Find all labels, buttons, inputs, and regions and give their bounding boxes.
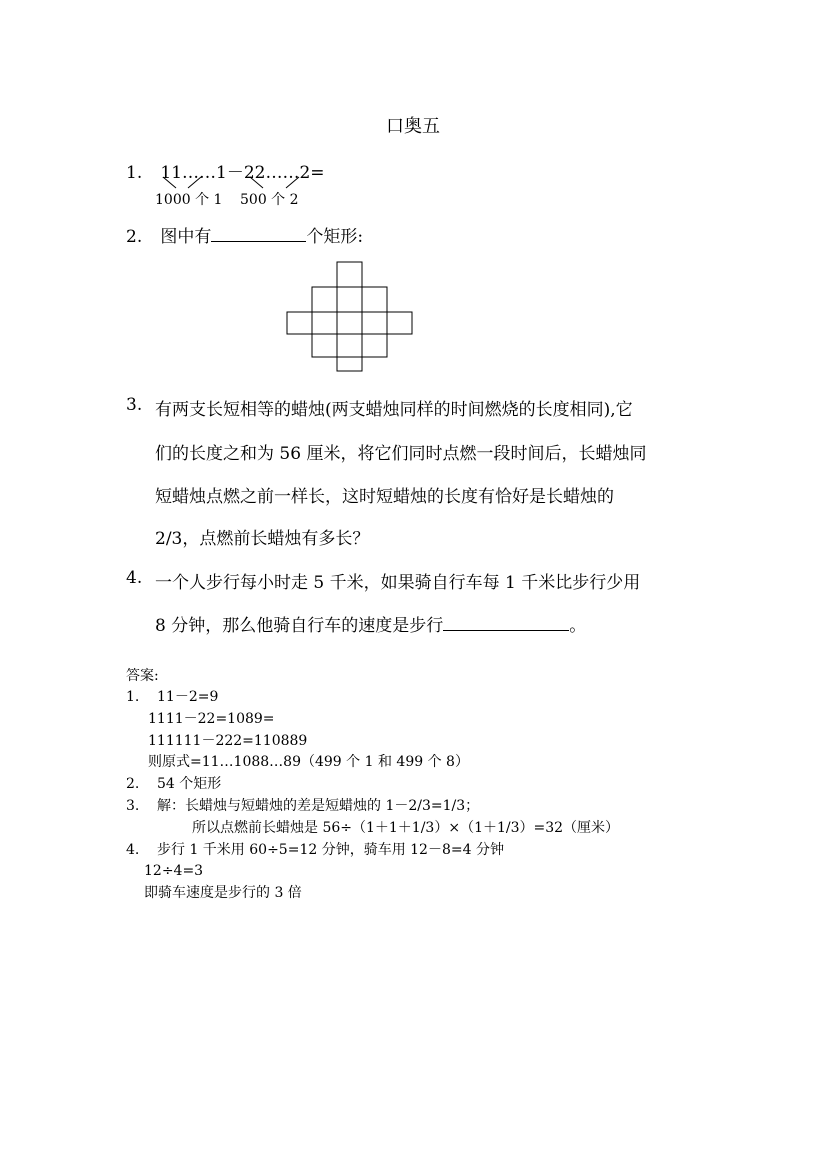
- question-3-line-3: 短蜡烛点燃之前一样长，这时短蜡烛的长度有恰好是长蜡烛的: [155, 487, 614, 507]
- question-2-number: 2.: [126, 227, 143, 247]
- answer-1-number: 1.: [126, 689, 140, 705]
- question-4-line-2-text: 8 分钟，那么他骑自行车的速度是步行: [155, 616, 444, 636]
- question-3-number: 3.: [126, 395, 143, 415]
- answer-4-line-1: 步行 1 千米用 60÷5=12 分钟，骑车用 12－8=4 分钟: [157, 842, 504, 858]
- answer-1-line-2: 1111－22=1089=: [148, 711, 275, 727]
- answer-4-line-3: 即骑车速度是步行的 3 倍: [144, 885, 302, 901]
- question-1-expr-part2: 22……2=: [243, 163, 325, 183]
- question-1-number: 1.: [126, 163, 143, 183]
- answer-1-line-4: 则原式=11…1088…89（499 个 1 和 499 个 8）: [148, 754, 469, 770]
- question-3-line-4: 2/3，点燃前长蜡烛有多长？: [155, 529, 370, 549]
- page-title: 口奥五: [386, 116, 440, 137]
- answer-3-line-2: 所以点燃前长蜡烛是 56÷（1＋1＋1/3）×（1＋1/3）=32（厘米）: [192, 820, 620, 836]
- answer-2-number: 2.: [126, 776, 140, 792]
- question-1-minus: －: [226, 163, 244, 183]
- rectangle-grid-figure: [286, 259, 416, 373]
- question-1-label-500: 500 个 2: [240, 192, 299, 208]
- answer-3-number: 3.: [126, 798, 140, 814]
- answer-4-line-2: 12÷4=3: [144, 863, 204, 879]
- question-4-number: 4.: [126, 568, 143, 588]
- question-2: [126, 222, 363, 247]
- question-4-line-1: 一个人步行每小时走 5 千米，如果骑自行车每 1 千米比步行少用: [155, 573, 641, 593]
- question-3-line-1: 有两支长短相等的蜡烛(两支蜡烛同样的时间燃烧的长度相同),它: [155, 400, 633, 420]
- question-2-text-after: 个矩形:: [306, 227, 364, 247]
- question-4-line-2: [155, 611, 586, 636]
- question-1-expr-part1: 11……1: [160, 163, 227, 183]
- question-2-text-before: 图中有: [160, 227, 212, 247]
- answer-4-number: 4.: [126, 842, 140, 858]
- question-4-line-2-end: 。: [569, 616, 587, 636]
- answer-1-line-1: 11－2=9: [157, 689, 219, 705]
- question-2-answer-blank: [211, 225, 306, 242]
- question-4-answer-blank: [443, 614, 569, 631]
- question-1-label-1000: 1000 个 1: [155, 192, 223, 208]
- answer-1-line-3: 111111－222=110889: [148, 733, 308, 749]
- question-3-line-2: 们的长度之和为 56 厘米，将它们同时点燃一段时间后，长蜡烛同: [155, 444, 647, 464]
- answer-3-line-1: 解：长蜡烛与短蜡烛的差是短蜡烛的 1－2/3=1/3；: [157, 798, 480, 814]
- answers-heading: 答案:: [126, 668, 159, 684]
- answer-2-text: 54 个矩形: [157, 776, 222, 792]
